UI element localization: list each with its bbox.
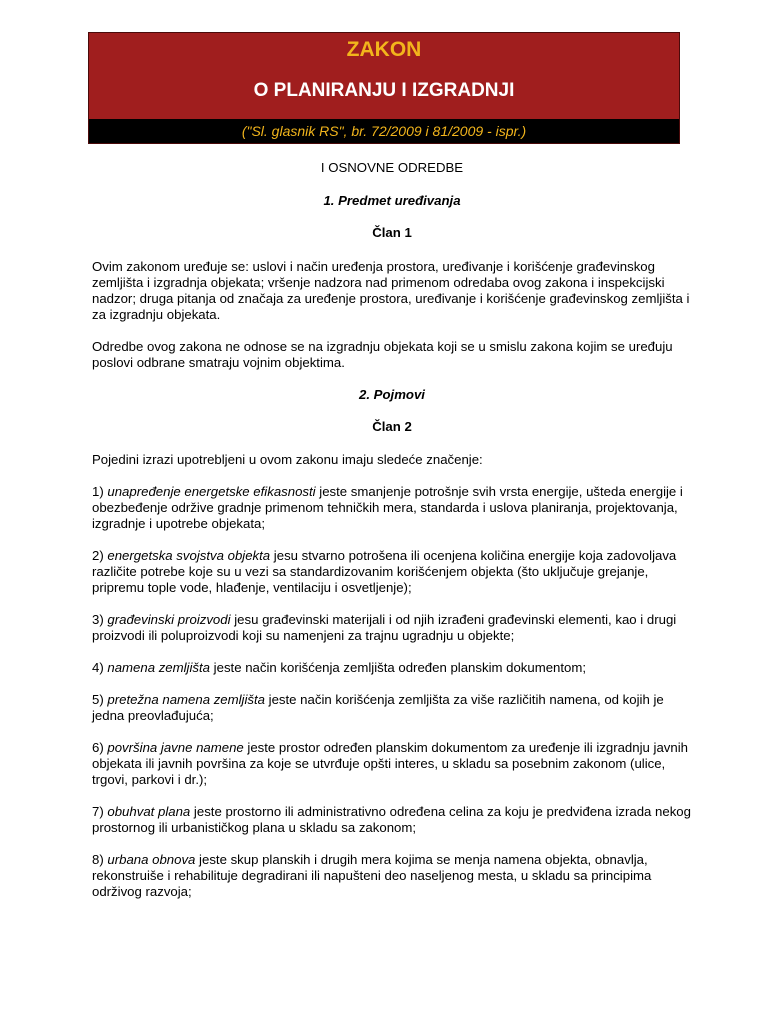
- paragraph: Pojedini izrazi upotrebljeni u ovom zakonu imaju sledeće značenje:: [92, 452, 483, 467]
- item-text: jeste prostorno ili administrativno određena celina za koju je predviđena izrada nekog prostornog ili urbanističkog plana u skladu sa zakonom;: [92, 804, 691, 835]
- item-text: jeste način korišćenja zemljišta određen planskim dokumentom;: [210, 660, 587, 675]
- defined-term: obuhvat plana: [107, 804, 191, 819]
- item-text: jeste način korišćenja zemljišta za više različitih namena, od kojih je jedna preovlađujuća;: [92, 692, 664, 723]
- defined-term: površina javne namene: [107, 740, 244, 755]
- item-number: 1): [92, 484, 108, 499]
- defined-term: energetska svojstva objekta: [107, 548, 271, 563]
- defined-term: unapređenje energetske efikasnosti: [107, 484, 316, 499]
- list-item: [92, 548, 692, 596]
- item-text: jesu stvarno potrošena ili ocenjena količina energije koja zadovoljava različite potrebe koje su u vezi sa standardizovanim korišćenjem objekta (što uključuje grejanje, pripremu tople vode, hlađenje, ventilaciju i osvetljenje);: [92, 548, 677, 595]
- item-text: jeste skup planskih i drugih mera kojima se menja namena objekta, obnavlja, rekonstruiše i rehabilituje degradirani ili napušteni deo naseljenog mesta, u skladu sa principima održivog razvoja;: [92, 852, 652, 899]
- article-heading: Član 1: [372, 225, 412, 240]
- paragraph: Ovim zakonom uređuje se: uslovi i način uređenja prostora, uređivanje i korišćenje građevinskog zemljišta i izgradnja objekata; vršenje nadzora nad primenom odredaba ovog zakona i inspekcijski nadzor; druga pitanja od značaja za uređenje prostora, uređivanje i korišćenje građevinskog zemljišta i za izgradnju objekata.: [92, 259, 690, 322]
- item-text: jeste prostor određen planskim dokumentom za uređenje ili izgradnju javnih objekata ili javnih površina za koje se utvrđuje opšti interes, u skladu sa posebnim zakonom (ulice, trgovi, parkovi i dr.);: [92, 740, 688, 787]
- item-text: jesu građevinski materijali i od njih izrađeni građevinski elementi, kao i drugi proizvodi ili poluproizvodi koji su namenjeni za trajnu ugradnju u objekte;: [92, 612, 677, 643]
- subsection-heading: 2. Pojmovi: [359, 387, 425, 402]
- law-title-banner: [88, 32, 680, 144]
- defined-term: namena zemljišta: [107, 660, 211, 675]
- defined-term: građevinski proizvodi: [107, 612, 231, 627]
- item-number: 5): [92, 692, 108, 707]
- item-number: 4): [92, 660, 108, 675]
- list-item: [92, 484, 692, 532]
- article-heading: Član 2: [372, 419, 412, 434]
- item-number: 8): [92, 852, 108, 867]
- law-title: ZAKON: [346, 38, 422, 61]
- paragraph: Odredbe ovog zakona ne odnose se na izgradnju objekata koji se u smislu zakona kojim se uređuju poslovi odbrane smatraju vojnim objektima.: [92, 339, 673, 370]
- defined-term: urbana obnova: [107, 852, 196, 867]
- defined-term: pretežna namena zemljišta: [107, 692, 265, 707]
- law-subtitle: O PLANIRANJU I IZGRADNJI: [253, 80, 515, 101]
- list-item: [92, 692, 692, 724]
- item-number: 6): [92, 740, 108, 755]
- document-body: [92, 160, 692, 900]
- gazette-citation: ("Sl. glasnik RS", br. 72/2009 i 81/2009 - ispr.): [89, 119, 679, 143]
- subsection-heading: 1. Predmet uređivanja: [323, 193, 461, 208]
- list-item: [92, 660, 692, 676]
- section-heading: I OSNOVNE ODREDBE: [320, 160, 464, 175]
- item-number: 7): [92, 804, 108, 819]
- item-text: jeste smanjenje potrošnje svih vrsta energije, ušteda energije i obezbeđenje održive gradnje primenom tehničkih mera, standarda i uslova planiranja, projektovanja, izgradnje i upotrebe objekata;: [92, 484, 683, 531]
- list-item: [92, 852, 692, 900]
- list-item: [92, 612, 692, 644]
- list-item: [92, 740, 692, 788]
- item-number: 3): [92, 612, 108, 627]
- item-number: 2): [92, 548, 108, 563]
- list-item: [92, 804, 692, 836]
